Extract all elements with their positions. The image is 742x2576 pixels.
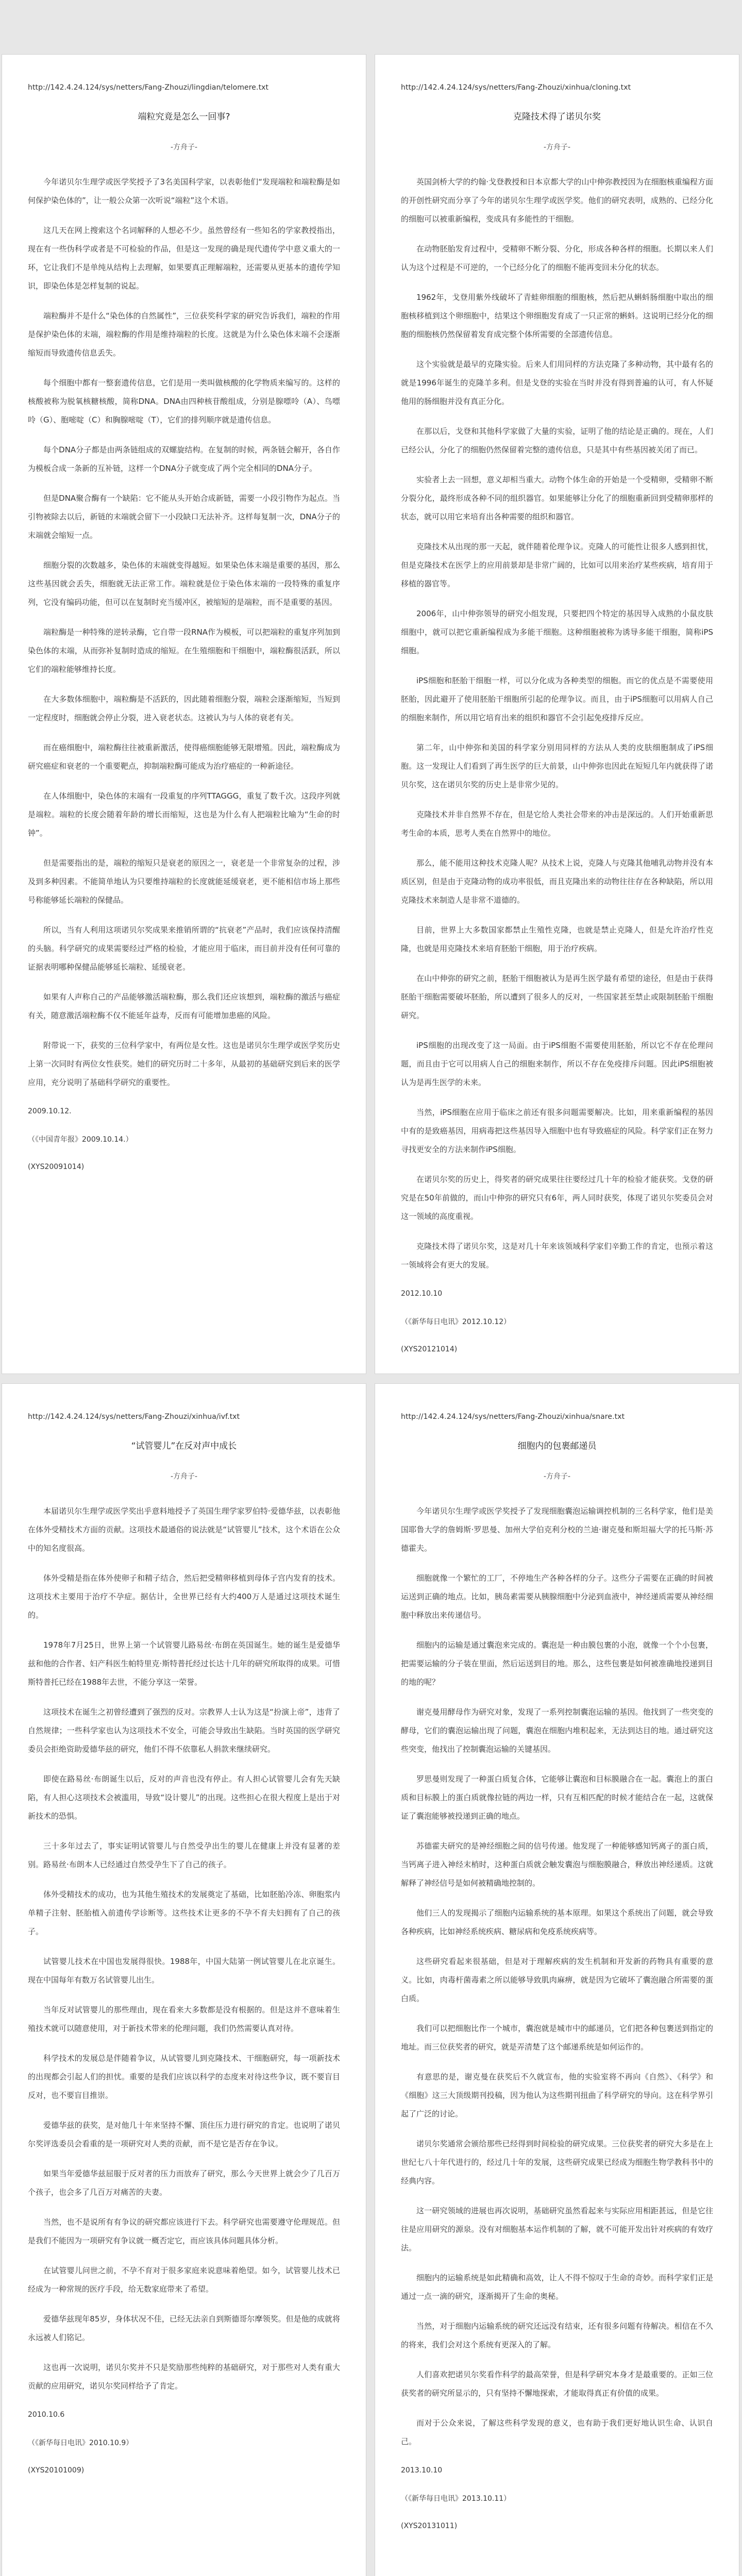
article-paragraph: 当然，也不是说所有有争议的研究都应该进行下去。科学研究也需要遵守伦理规范。但是我们不能因为一项研究有争议就一概否定它，而应该具体问题具体分析。 (28, 2217, 340, 2245)
article-paragraph: 苏德霍夫研究的是神经细胞之间的信号传递。他发现了一种能够感知钙离子的蛋白质，当钙离子进入神经末梢时，这种蛋白质就会触发囊泡与细胞膜融合，释放出神经递质。这就解释了神经信号是如何被精确地控制的。 (401, 1841, 713, 1888)
article-paragraph: 这些研究看起来很基础，但是对于理解疾病的发生机制和开发新的药物具有重要的意义。比如，肉毒杆菌毒素之所以能够导致肌肉麻痹，就是因为它破坏了囊泡融合所需要的蛋白质。 (401, 1957, 713, 2003)
article-page-telomere (2, 55, 366, 1374)
article-paragraph: 那么，能不能用这种技术克隆人呢？从技术上说，克隆人与克隆其他哺乳动物并没有本质区别，但是由于克隆动物的成功率很低，而且克隆出来的动物往往存在各种缺陷，所以用克隆技术来制造人是非常不道德的。 (401, 858, 713, 905)
article-paragraph: 人们喜欢把诺贝尔奖看作科学的最高荣誉，但是科学研究本身才是最重要的。正如三位获奖者的研究所显示的，只有坚持不懈地探索，才能取得真正有价值的成果。 (401, 2370, 713, 2398)
article-page-cloning (375, 55, 739, 1374)
article-paragraph: 谢克曼用酵母作为研究对象，发现了一系列控制囊泡运输的基因。他找到了一些突变的酵母，它们的囊泡运输出现了问题，囊泡在细胞内堆积起来，无法到达目的地。通过研究这些突变，他找出了控制囊泡运输的关键基因。 (401, 1707, 713, 1754)
article-paragraph: 端粒酶并不是什么“染色体的自然属性”，三位获奖科学家的研究告诉我们，端粒的作用是保护染色体的末端，端粒酶的作用是维持端粒的长度。这就是为什么染色体末端不会逐渐缩短而导致遗传信息丢失。 (28, 311, 340, 358)
article-paragraph: iPS细胞和胚胎干细胞一样，可以分化成为各种类型的细胞。而它的优点是不需要使用胚胎，因此避开了使用胚胎干细胞所引起的伦理争议。而且，由于iPS细胞可以用病人自己的细胞来制作，所以用它培育出来的组织和器官不会引起免疫排斥反应。 (401, 676, 713, 722)
article-paragraph: 1978年7月25日，世界上第一个试管婴儿路易丝·布朗在英国诞生。她的诞生是爱德华兹和他的合作者、妇产科医生帕特里克·斯特普托经过长达十几年的研究所取得的成果。可惜斯特普托已经在1988年去世，不能分享这一荣誉。 (28, 1640, 340, 1687)
article-paragraph: 所以，当有人利用这项诺贝尔奖成果来推销所谓的“抗衰老”产品时，我们应该保持清醒的头脑。科学研究的成果需要经过严格的检验，才能应用于临床，而目前并没有任何可靠的证据表明哪种保健品能够延长端粒、延缓衰老。 (28, 925, 340, 972)
article-paragraph: 爱德华兹的获奖，是对他几十年来坚持不懈、顶住压力进行研究的肯定。也说明了诺贝尔奖评选委员会看重的是一项研究对人类的贡献，而不是它是否存在争议。 (28, 2121, 340, 2148)
article-paragraph: 这项技术在诞生之初曾经遭到了强烈的反对。宗教界人士认为这是“扮演上帝”，违背了自然规律；一些科学家也认为这项技术不安全，可能会导致出生缺陷。当时英国的医学研究委员会拒绝资助爱德华兹的研究，他们不得不依靠私人捐款来继续研究。 (28, 1707, 340, 1754)
article-paragraph: 第二年，山中伸弥和美国的科学家分别用同样的方法从人类的皮肤细胞制成了iPS细胞。这一发现让人们看到了再生医学的巨大前景，山中伸弥也因此在短短几年内就获得了诺贝尔奖，这在诺贝尔奖的历史上是非常少见的。 (401, 743, 713, 789)
article-source: （《新华每日电讯》2010.10.9） (28, 2439, 133, 2447)
article-url[interactable]: http://142.4.24.124/sys/netters/Fang-Zhouzi/xinhua/cloning.txt (401, 83, 631, 92)
article-paragraph: 英国剑桥大学的约翰·戈登教授和日本京都大学的山中伸弥教授因为在细胞核重编程方面的开创性研究而分享了今年的诺贝尔生理学或医学奖。他们的研究表明，成熟的、已经分化的细胞可以被重新编程，变成具有多能性的干细胞。 (401, 177, 713, 224)
article-date: 2012.10.10 (401, 1290, 443, 1298)
article-paragraph: 三十多年过去了，事实证明试管婴儿与自然受孕出生的婴儿在健康上并没有显著的差别。路易丝·布朗本人已经通过自然受孕生下了自己的孩子。 (28, 1841, 340, 1869)
article-author: -方舟子- (170, 1472, 198, 1481)
article-paragraph: 当年反对试管婴儿的那些理由，现在看来大多数都是没有根据的。但是这并不意味着生殖技术就可以随意使用，对于新技术带来的伦理问题，我们仍然需要认真对待。 (28, 2005, 340, 2033)
article-paragraph: 在试管婴儿问世之前，不孕不育对于很多家庭来说意味着绝望。如今，试管婴儿技术已经成为一种常规的医疗手段，给无数家庭带来了希望。 (28, 2266, 340, 2294)
article-paragraph: 这几天在网上搜索这个名词解释的人想必不少。虽然曾经有一些知名的学家教授指出，现在有一些伪科学或者是不可检验的作品，但是这一发现的确是现代遗传学中意义重大的一环，它让我们不是单纯从结构上去理解，如果要真正理解端粒，还需要从更基本的遗传学知识，即染色体是怎样复制的说起。 (28, 226, 340, 291)
article-date: 2013.10.10 (401, 2466, 443, 2475)
article-paragraph: 目前，世界上大多数国家都禁止生殖性克隆，也就是禁止克隆人，但是允许治疗性克隆，也就是用克隆技术来培育胚胎干细胞，用于治疗疾病。 (401, 925, 713, 953)
article-paragraph: 爱德华兹现年85岁，身体状况不佳，已经无法亲自到斯德哥尔摩领奖。但是他的成就将永远被人们铭记。 (28, 2314, 340, 2342)
article-title: 端粒究竟是怎么一回事? (138, 112, 230, 122)
article-page-snare (375, 1384, 739, 2576)
article-author: -方舟子- (170, 143, 198, 151)
article-title: 克隆技术得了诺贝尔奖 (513, 112, 601, 122)
article-paragraph: 2006年，山中伸弥领导的研究小组发现，只要把四个特定的基因导入成熟的小鼠皮肤细胞中，就可以把它重新编程成为多能干细胞。这种细胞被称为诱导多能干细胞，简称iPS细胞。 (401, 609, 713, 655)
article-paragraph: 有意思的是，谢克曼在获奖后不久就宣布，他的实验室将不再向《自然》、《科学》和《细胞》这三大顶级期刊投稿，因为他认为这些期刊扭曲了科学研究的导向。这在科学界引起了广泛的讨论。 (401, 2072, 713, 2119)
article-paragraph: 每个细胞中都有一整套遗传信息，它们是用一类叫做核酸的化学物质来编写的。这样的核酸被称为脱氧核糖核酸，简称DNA。DNA由四种核苷酸组成，分别是腺嘌呤（A）、鸟嘌呤（G）、胞嘧啶（C）和胸腺嘧啶（T），它们的排列顺序就是遗传信息。 (28, 378, 340, 425)
article-paragraph: 如果有人声称自己的产品能够激活端粒酶，那么我们还应该想到，端粒酶的激活与癌症有关，随意激活端粒酶不仅不能延年益寿，反而有可能增加患癌的风险。 (28, 992, 340, 1020)
article-paragraph: 在山中伸弥的研究之前，胚胎干细胞被认为是再生医学最有希望的途径，但是由于获得胚胎干细胞需要破坏胚胎，所以遭到了很多人的反对，一些国家甚至禁止或限制胚胎干细胞研究。 (401, 974, 713, 1020)
article-paragraph: 但是DNA聚合酶有一个缺陷：它不能从头开始合成新链，需要一小段引物作为起点。当引物被除去以后，新链的末端就会留下一小段缺口无法补齐。这样每复制一次，DNA分子的末端就会缩短一点。 (28, 494, 340, 540)
article-url[interactable]: http://142.4.24.124/sys/netters/Fang-Zhouzi/xinhua/snare.txt (401, 1413, 625, 1421)
article-paragraph: 但是需要指出的是，端粒的缩短只是衰老的原因之一，衰老是一个非常复杂的过程，涉及到多种因素。不能简单地认为只要维持端粒的长度就能延缓衰老，更不能相信市场上那些号称能够延长端粒的保健品。 (28, 858, 340, 905)
article-source: （《新华每日电讯》2012.10.12） (401, 1318, 511, 1326)
article-paragraph: 这一研究领域的进展也再次说明，基础研究虽然看起来与实际应用相距甚远，但是它往往是应用研究的源泉。没有对细胞基本运作机制的了解，就不可能开发出针对疾病的有效疗法。 (401, 2206, 713, 2252)
article-paragraph: 细胞内的运输是通过囊泡来完成的。囊泡是一种由膜包裹的小泡，就像一个个小包裹，把需要运输的分子装在里面，然后运送到目的地。那么，这些包裹是如何被准确地投递到目的地的呢？ (401, 1640, 713, 1687)
article-paragraph: 这个实验就是最早的克隆实验。后来人们用同样的方法克隆了多种动物，其中最有名的就是1996年诞生的克隆羊多利。但是戈登的实验在当时并没有得到普遍的认可，有人怀疑他用的肠细胞并没有真正分化。 (401, 360, 713, 406)
article-author: -方舟子- (543, 143, 571, 151)
article-page-ivf (2, 1384, 366, 2576)
article-paragraph: 1962年，戈登用紫外线破坏了青蛙卵细胞的细胞核，然后把从蝌蚪肠细胞中取出的细胞核移植到这个卵细胞中，结果这个卵细胞发育成了一只正常的蝌蚪。这说明已经分化的细胞的细胞核仍然保留着发育成完整个体所需要的全部遗传信息。 (401, 293, 713, 339)
article-date: 2009.10.12. (28, 1107, 72, 1115)
article-code: (XYS20101009) (28, 2466, 85, 2475)
article-code: (XYS20131011) (401, 2522, 458, 2530)
article-paragraph: 在那以后，戈登和其他科学家做了大量的实验，证明了他的结论是正确的。现在，人们已经公认，分化了的细胞仍然保留着完整的遗传信息，只是其中有些基因被关闭了而已。 (401, 427, 713, 454)
article-paragraph: 在大多数体细胞中，端粒酶是不活跃的，因此随着细胞分裂，端粒会逐渐缩短，当短到一定程度时，细胞就会停止分裂，进入衰老状态。这被认为与人体的衰老有关。 (28, 694, 340, 722)
article-paragraph: 而在癌细胞中，端粒酶往往被重新激活，使得癌细胞能够无限增殖。因此，端粒酶成为研究癌症和衰老的一个重要靶点，抑制端粒酶可能成为治疗癌症的一种新途径。 (28, 743, 340, 771)
article-paragraph: 实验者上去一回想，意义却相当重大。动物个体生命的开始是一个受精卵，受精卵不断分裂分化，最终形成各种不同的组织器官。如果能够让分化了的细胞重新回到受精卵那样的状态，就可以用它来培育出各种需要的组织和器官。 (401, 475, 713, 521)
article-paragraph: 当然，iPS细胞在应用于临床之前还有很多问题需要解决。比如，用来重新编程的基因中有的是致癌基因，用病毒把这些基因导入细胞中也有导致癌症的风险。科学家们正在努力寻找更安全的方法来制作iPS细胞。 (401, 1108, 713, 1154)
article-paragraph: 克隆技术并非自然界不存在，但是它给人类社会带来的冲击是深远的。人们开始重新思考生命的本质，思考人类在自然界中的地位。 (401, 810, 713, 838)
article-paragraph: 端粒酶是一种特殊的逆转录酶，它自带一段RNA作为模板，可以把端粒的重复序列加到染色体的末端，从而弥补复制时造成的缩短。在生殖细胞和干细胞中，端粒酶很活跃，所以它们的端粒能够维持长度。 (28, 628, 340, 674)
article-paragraph: 体外受精技术的成功，也为其他生殖技术的发展奠定了基础，比如胚胎冷冻、卵胞浆内单精子注射、胚胎植入前遗传学诊断等。这些技术让更多的不孕不育夫妇拥有了自己的孩子。 (28, 1890, 340, 1936)
article-paragraph: 克隆技术得了诺贝尔奖，这是对几十年来该领域科学家们辛勤工作的肯定，也预示着这一领域将会有更大的发展。 (401, 1242, 713, 1269)
article-paragraph: 体外受精是指在体外使卵子和精子结合，然后把受精卵移植到母体子宫内发育的技术。这项技术主要用于治疗不孕症。据估计，全世界已经有大约400万人是通过这项技术诞生的。 (28, 1573, 340, 1620)
article-paragraph: 细胞分裂的次数越多，染色体的末端就变得越短。如果染色体末端是重要的基因，那么这些基因就会丢失，细胞就无法正常工作。端粒就是位于染色体末端的一段特殊的重复序列，它没有编码功能，但可以在复制时充当缓冲区，被缩短的是端粒，而不是重要的基因。 (28, 561, 340, 607)
article-title: 细胞内的包裹邮递员 (517, 1441, 597, 1451)
article-paragraph: 附带说一下，获奖的三位科学家中，有两位是女性。这也是诺贝尔生理学或医学奖历史上第一次同时有两位女性获奖。她们的研究历时二十多年，从最初的基础研究到后来的医学应用，充分说明了基础科学研究的重要性。 (28, 1041, 340, 1087)
article-paragraph: 诺贝尔奖通常会颁给那些已经得到时间检验的研究成果。三位获奖者的研究大多是在上世纪七八十年代进行的，经过几十年的发展，这些研究成果已经成为细胞生物学教科书中的经典内容。 (401, 2139, 713, 2185)
article-paragraph: 我们可以把细胞比作一个城市，囊泡就是城市中的邮递员，它们把各种包裹送到指定的地址。而三位获奖者的研究，就是弄清楚了这个邮递系统是如何运作的。 (401, 2024, 713, 2052)
article-paragraph: 试管婴儿技术在中国也发展得很快。1988年，中国大陆第一例试管婴儿在北京诞生。现在中国每年有数万名试管婴儿出生。 (28, 1957, 340, 1985)
article-url[interactable]: http://142.4.24.124/sys/netters/Fang-Zhouzi/lingdian/telomere.txt (28, 83, 269, 92)
article-source: （《新华每日电讯》2013.10.11） (401, 2495, 511, 2503)
article-paragraph: 今年诺贝尔生理学或医学奖授予了发现细胞囊泡运输调控机制的三名科学家，他们是美国耶鲁大学的詹姆斯·罗思曼、加州大学伯克利分校的兰迪·谢克曼和斯坦福大学的托马斯·苏德霍夫。 (401, 1506, 713, 1553)
article-paragraph: 罗思曼则发现了一种蛋白质复合体，它能够让囊泡和目标膜融合在一起。囊泡上的蛋白质和目标膜上的蛋白质就像拉链的两边一样，只有互相匹配的时候才能结合在一起，这就保证了囊泡能够被投递到正确的地点。 (401, 1774, 713, 1821)
article-paragraph: 如果当年爱德华兹屈服于反对者的压力而放弃了研究，那么今天世界上就会少了几百万个孩子，也会多了几百万对痛苦的夫妻。 (28, 2169, 340, 2197)
article-paragraph: 细胞就像一个繁忙的工厂，不停地生产各种各样的分子。这些分子需要在正确的时间被运送到正确的地点。比如，胰岛素需要从胰腺细胞中分泌到血液中，神经递质需要从神经细胞中释放出来传递信号。 (401, 1573, 713, 1620)
article-author: -方舟子- (543, 1472, 571, 1481)
article-paragraph: 本届诺贝尔生理学或医学奖出乎意料地授予了英国生理学家罗伯特·爱德华兹，以表彰他在体外受精技术方面的贡献。这项技术最通俗的说法就是“试管婴儿”技术，这个术语在公众中的知名度很高。 (28, 1506, 340, 1553)
article-title: “试管婴儿”在反对声中成长 (131, 1441, 237, 1451)
article-paragraph: 在动物胚胎发育过程中，受精卵不断分裂、分化，形成各种各样的细胞。长期以来人们认为这个过程是不可逆的，一个已经分化了的细胞不能再变回未分化的状态。 (401, 244, 713, 272)
article-date: 2010.10.6 (28, 2411, 65, 2419)
article-paragraph: 当然，对于细胞内运输系统的研究还远没有结束，还有很多问题有待解决。相信在不久的将来，我们会对这个系统有更深入的了解。 (401, 2321, 713, 2349)
article-paragraph: 今年诺贝尔生理学或医学奖授予了3名美国科学家，以表彰他们“发现端粒和端粒酶是如何保护染色体的”，让一般公众第一次听说“端粒”这个术语。 (28, 177, 340, 205)
article-paragraph: 细胞内的运输系统是如此精确和高效，让人不得不惊叹于生命的奇妙。而科学家们正是通过一点一滴的研究，逐渐揭开了生命的奥秘。 (401, 2273, 713, 2301)
article-paragraph: 克隆技术从出现的那一天起，就伴随着伦理争议。克隆人的可能性让很多人感到担忧，但是克隆技术在医学上的应用前景却是非常广阔的，比如可以用来治疗某些疾病，培育用于移植的器官等。 (401, 542, 713, 588)
article-paragraph: 在人体细胞中，染色体的末端有一段重复的序列TTAGGG，重复了数千次。这段序列就是端粒。端粒的长度会随着年龄的增长而缩短，这也是为什么有人把端粒比喻为“生命的时钟”。 (28, 791, 340, 838)
article-paragraph: 每个DNA分子都是由两条链组成的双螺旋结构。在复制的时候，两条链会解开，各自作为模板合成一条新的互补链，这样一个DNA分子就变成了两个完全相同的DNA分子。 (28, 445, 340, 473)
article-paragraph: iPS细胞的出现改变了这一局面。由于iPS细胞不需要使用胚胎，所以它不存在伦理问题，而且由于它可以用病人自己的细胞来制作，所以不存在免疫排斥问题。因此iPS细胞被认为是再生医学的未来。 (401, 1041, 713, 1087)
article-url[interactable]: http://142.4.24.124/sys/netters/Fang-Zhouzi/xinhua/ivf.txt (28, 1413, 240, 1421)
article-paragraph: 科学技术的发展总是伴随着争议，从试管婴儿到克隆技术、干细胞研究，每一项新技术的出现都会引起人们的担忧。重要的是我们应该以科学的态度来对待这些争议，既不要盲目反对，也不要盲目推崇。 (28, 2054, 340, 2100)
article-source: （《中国青年报》2009.10.14.） (28, 1136, 133, 1144)
article-paragraph: 即使在路易丝·布朗诞生以后，反对的声音也没有停止。有人担心试管婴儿会有先天缺陷，有人担心这项技术会被滥用，导致“设计婴儿”的出现。这些担心在很大程度上是出于对新技术的恐惧。 (28, 1774, 340, 1821)
article-paragraph: 这也再一次说明，诺贝尔奖并不只是奖励那些纯粹的基础研究，对于那些对人类有重大贡献的应用研究，诺贝尔奖同样给予了肯定。 (28, 2363, 340, 2391)
article-paragraph: 在诺贝尔奖的历史上，得奖者的研究成果往往要经过几十年的检验才能获奖。戈登的研究是在50年前做的，而山中伸弥的研究只有6年，两人同时获奖，体现了诺贝尔奖委员会对这一领域的高度重视。 (401, 1175, 713, 1221)
article-paragraph: 而对于公众来说，了解这些科学发现的意义，也有助于我们更好地认识生命、认识自己。 (401, 2418, 713, 2446)
article-code: (XYS20091014) (28, 1163, 85, 1171)
article-paragraph: 他们三人的发现揭示了细胞内运输系统的基本原理。如果这个系统出了问题，就会导致各种疾病，比如神经系统疾病、糖尿病和免疫系统疾病等。 (401, 1908, 713, 1936)
article-code: (XYS20121014) (401, 1345, 458, 1353)
